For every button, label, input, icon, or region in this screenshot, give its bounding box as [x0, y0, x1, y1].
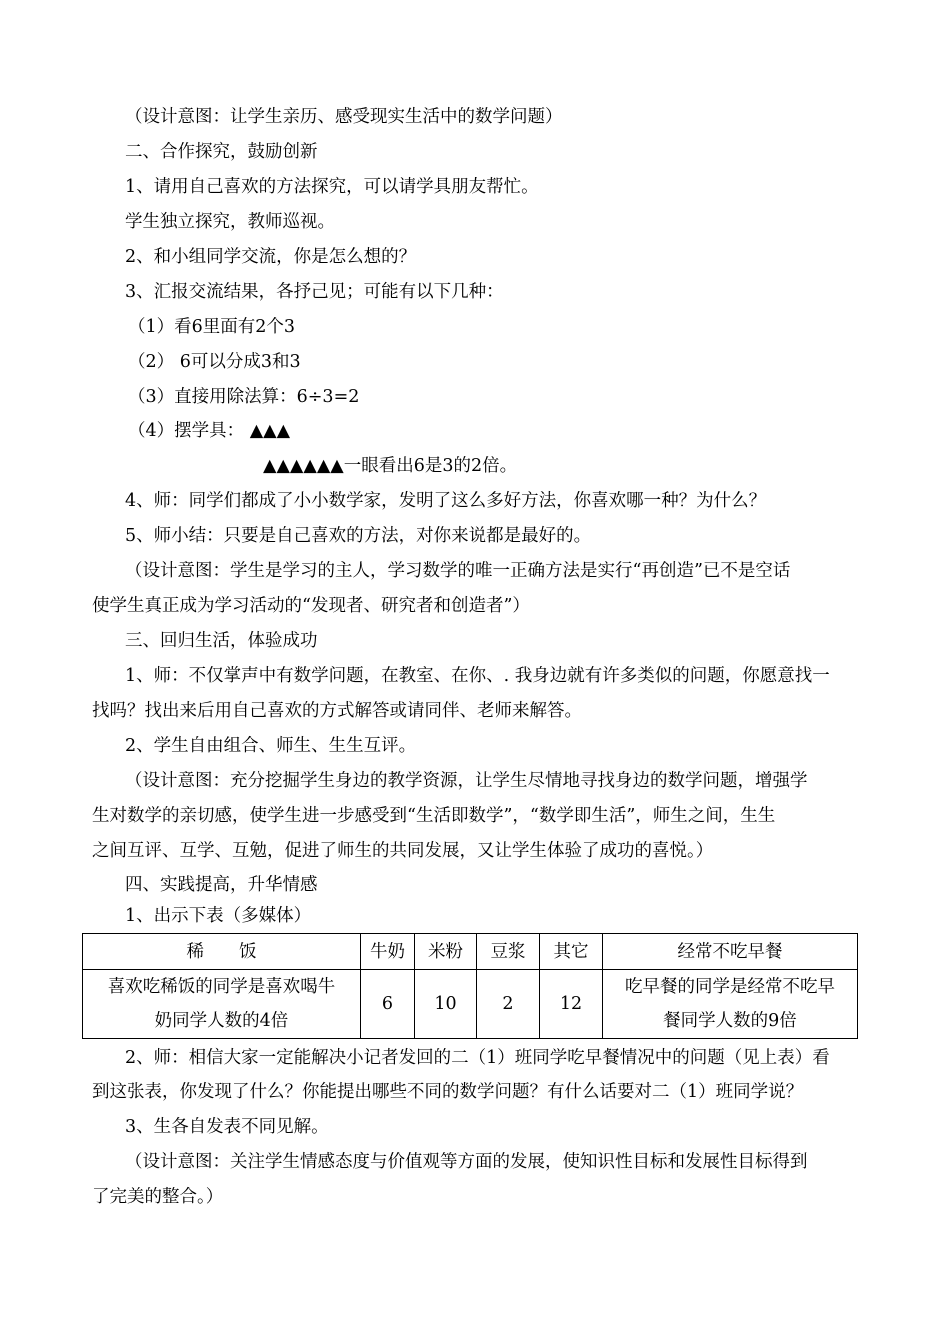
design-intent-note-2-continuation: 使学生真正成为学习活动的“发现者、研究者和创造者”） [92, 596, 530, 616]
paragraph: 2、师：相信大家一定能解决小记者发回的二（1）班同学吃早餐情况中的问题（见上表）看 [125, 1048, 830, 1068]
rice-noodle-cell: 10 [415, 970, 477, 1039]
milk-cell: 6 [361, 970, 415, 1039]
paragraph: 1、师：不仅掌声中有数学问题，在教室、在你、. 我身边就有许多类似的问题，你愿意找一 [125, 666, 830, 686]
other-cell: 12 [540, 970, 603, 1039]
paragraph: 1、出示下表（多媒体） [125, 906, 312, 926]
section-heading-3: 三、回归生活，体验成功 [125, 631, 318, 651]
no-breakfast-cell [603, 970, 858, 1039]
design-intent-note-1: （设计意图：让学生亲历、感受现实生活中的数学问题） [125, 107, 563, 127]
design-intent-note-2: （设计意图：学生是学习的主人，学习数学的唯一正确方法是实行“再创造”已不是空话 [125, 561, 791, 581]
paragraph: 3、生各自发表不同见解。 [125, 1117, 329, 1137]
paragraph-continuation: 到这张表，你发现了什么？你能提出哪些不同的数学问题？有什么话要对二（1）班同学说？ [92, 1082, 804, 1102]
header-cell: 豆浆 [477, 934, 540, 970]
paragraph: 2、和小组同学交流，你是怎么想的？ [125, 247, 417, 267]
method-item-4: （4）摆学具： ▲▲▲ [128, 421, 291, 441]
design-intent-note-3: （设计意图：充分挖掘学生身边的教学资源，让学生尽情地寻找身边的数学问题，增强学 [125, 771, 808, 791]
table-header-row [83, 934, 858, 970]
paragraph: 3、汇报交流结果，各抒己见；可能有以下几种： [125, 282, 504, 302]
method-item-2: （2） 6可以分成3和3 [128, 352, 301, 372]
method-item-3: （3）直接用除法算：6÷3=2 [128, 387, 360, 407]
paragraph: 4、师：同学们都成了小小数学家，发明了这么多好方法，你喜欢哪一种？为什么？ [125, 491, 767, 511]
section-heading-2: 二、合作探究，鼓励创新 [125, 142, 318, 162]
design-intent-note-3-continuation: 生对数学的亲切感，使学生进一步感受到“生活即数学”，“数学即生活”，师生之间，生生 [92, 806, 776, 826]
paragraph: 1、请用自己喜欢的方法探究，可以请学具朋友帮忙。 [125, 177, 539, 197]
header-cell: 稀 饭 [83, 934, 361, 970]
porridge-cell [83, 970, 361, 1039]
paragraph: 学生独立探究，教师巡视。 [125, 212, 335, 232]
breakfast-survey-table [82, 933, 858, 1039]
design-intent-note-4: （设计意图：关注学生情感态度与价值观等方面的发展，使知识性目标和发展性目标得到 [125, 1152, 808, 1172]
header-cell: 牛奶 [361, 934, 415, 970]
paragraph-continuation: 找吗？找出来后用自己喜欢的方式解答或请同伴、老师来解答。 [92, 701, 582, 721]
design-intent-note-4-continuation: 了完美的整合。） [92, 1187, 224, 1207]
method-item-4-continuation: ▲▲▲▲▲▲一眼看出6是3的2倍。 [263, 456, 518, 476]
design-intent-note-3-continuation: 之间互评、互学、互勉，促进了师生的共同发展，又让学生体验了成功的喜悦。） [92, 841, 714, 861]
method-item-1: （1）看6里面有2个3 [128, 317, 296, 337]
cell-text-line: 餐同学人数的9倍 [663, 1011, 797, 1031]
paragraph: 2、学生自由组合、师生、生生互评。 [125, 736, 417, 756]
soy-milk-cell: 2 [477, 970, 540, 1039]
header-cell: 米粉 [415, 934, 477, 970]
table-row [83, 970, 858, 1039]
header-cell: 经常不吃早餐 [603, 934, 858, 970]
paragraph: 5、师小结：只要是自己喜欢的方法，对你来说都是最好的。 [125, 526, 592, 546]
section-heading-4: 四、实践提高，升华情感 [125, 875, 318, 895]
cell-text-line: 奶同学人数的4倍 [154, 1011, 289, 1031]
cell-text-line: 喜欢吃稀饭的同学是喜欢喝牛 [107, 977, 336, 997]
cell-text-line: 吃早餐的同学是经常不吃早 [625, 977, 835, 997]
header-cell: 其它 [540, 934, 603, 970]
